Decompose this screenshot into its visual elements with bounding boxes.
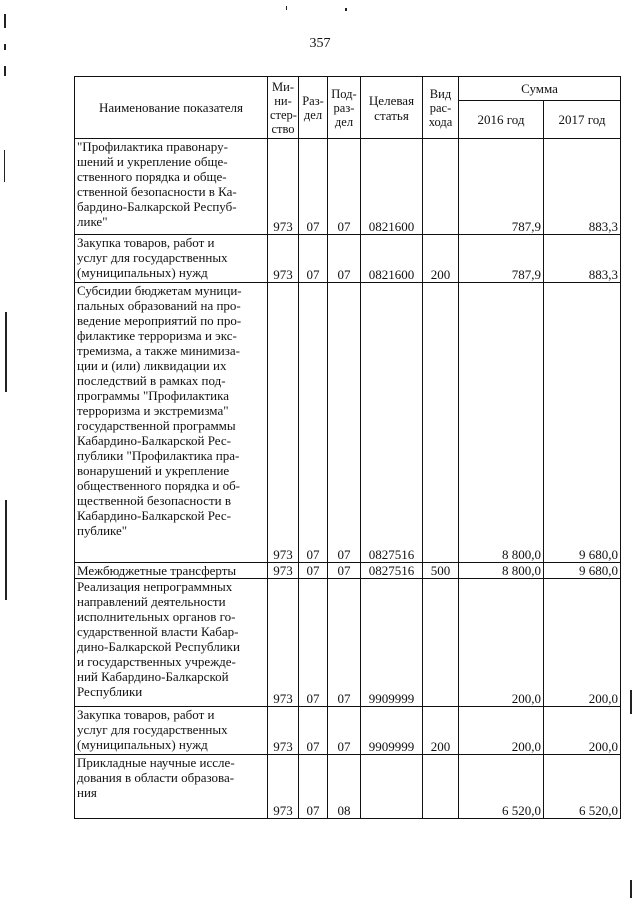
- row-section: 07: [299, 755, 328, 819]
- row-target: [361, 755, 423, 819]
- row-ministry: 973: [268, 235, 299, 283]
- row-sum-2017: 883,3: [544, 139, 621, 235]
- row-target: 0821600: [361, 139, 423, 235]
- table-row: [75, 579, 621, 707]
- header-target: Целевая статья: [361, 77, 423, 139]
- row-subsection: 07: [328, 283, 361, 563]
- budget-table: [74, 76, 621, 819]
- row-target: 0821600: [361, 235, 423, 283]
- row-sum-2016: 8 800,0: [459, 283, 544, 563]
- row-target: 9909999: [361, 707, 423, 755]
- row-ministry: 973: [268, 579, 299, 707]
- row-sum-2017: 9 680,0: [544, 283, 621, 563]
- row-sum-2017: 200,0: [544, 707, 621, 755]
- table-row: [75, 235, 621, 283]
- scan-mark: [286, 6, 287, 10]
- row-name: Закупка товаров, работ и услуг для государственных (муниципальных) нужд: [75, 235, 268, 283]
- row-section: 07: [299, 283, 328, 563]
- scan-mark: [345, 8, 347, 11]
- header-name: Наименование показателя: [75, 77, 268, 139]
- row-subsection: 07: [328, 707, 361, 755]
- row-expense-type: [423, 283, 459, 563]
- row-sum-2016: 787,9: [459, 139, 544, 235]
- row-sum-2016: 6 520,0: [459, 755, 544, 819]
- row-name: "Профилактика правонару- шений и укрепление обще- ственного порядка и обще- ственной безопасности в Ка- бардино-Балкарской Респуб- лике": [75, 139, 268, 235]
- header-section: Раз- дел: [299, 77, 328, 139]
- row-section: 07: [299, 579, 328, 707]
- row-sum-2016: 8 800,0: [459, 563, 544, 579]
- scan-mark: [5, 312, 7, 392]
- row-target: 0827516: [361, 563, 423, 579]
- row-target: 9909999: [361, 579, 423, 707]
- row-subsection: 07: [328, 563, 361, 579]
- row-sum-2017: 883,3: [544, 235, 621, 283]
- scan-mark: [630, 880, 632, 898]
- row-expense-type: 500: [423, 563, 459, 579]
- header-ministry: Ми- ни- стер- ство: [268, 77, 299, 139]
- header-year-2017: 2017 год: [544, 101, 621, 139]
- table-row: [75, 563, 621, 579]
- table-row: [75, 755, 621, 819]
- header-expense-type: Вид рас- хода: [423, 77, 459, 139]
- row-name: Прикладные научные иссле- дования в области образова- ния: [75, 755, 268, 819]
- row-name: Субсидии бюджетам муници- пальных образований на про- ведение мероприятий по про- филактике терроризма и экс- тремизма, а также минимиза- ции и (или) ликвидации их последствий в рамках под- программы "Профилактика терроризма и экстремизма" государственной программы Кабардино-Балкарской Рес- публики "Профилактика пра- вонарушений и укрепление общественного порядка и об- щественной безопасности в Кабардино-Балкарской Рес- публике": [75, 283, 268, 563]
- row-sum-2017: 9 680,0: [544, 563, 621, 579]
- row-ministry: 973: [268, 283, 299, 563]
- header-year-2016: 2016 год: [459, 101, 544, 139]
- scan-mark: [630, 690, 632, 714]
- scan-mark: [4, 150, 5, 182]
- row-expense-type: 200: [423, 235, 459, 283]
- row-sum-2016: 200,0: [459, 579, 544, 707]
- table-row: [75, 283, 621, 563]
- row-subsection: 07: [328, 235, 361, 283]
- row-ministry: 973: [268, 755, 299, 819]
- row-section: 07: [299, 235, 328, 283]
- row-expense-type: [423, 755, 459, 819]
- row-expense-type: 200: [423, 707, 459, 755]
- row-ministry: 973: [268, 139, 299, 235]
- row-ministry: 973: [268, 707, 299, 755]
- row-target: 0827516: [361, 283, 423, 563]
- row-expense-type: [423, 579, 459, 707]
- row-sum-2017: 200,0: [544, 579, 621, 707]
- page-number: 357: [309, 36, 331, 51]
- scan-mark: [4, 14, 6, 28]
- header-subsection: Под- раз- дел: [328, 77, 361, 139]
- row-section: 07: [299, 563, 328, 579]
- row-name: Реализация непрограммных направлений деятельности исполнительных органов го- сударственной власти Кабар- дино-Балкарской Республики и государственных учрежде- ний Кабардино-Балкарской Республики: [75, 579, 268, 707]
- row-section: 07: [299, 707, 328, 755]
- row-ministry: 973: [268, 563, 299, 579]
- table-row: [75, 139, 621, 235]
- scan-mark: [5, 500, 7, 600]
- row-subsection: 08: [328, 755, 361, 819]
- row-sum-2016: 787,9: [459, 235, 544, 283]
- scan-mark: [4, 66, 6, 76]
- row-name: Закупка товаров, работ и услуг для государственных (муниципальных) нужд: [75, 707, 268, 755]
- row-expense-type: [423, 139, 459, 235]
- table-row: [75, 707, 621, 755]
- row-name: Межбюджетные трансферты: [75, 563, 268, 579]
- row-sum-2016: 200,0: [459, 707, 544, 755]
- row-section: 07: [299, 139, 328, 235]
- row-sum-2017: 6 520,0: [544, 755, 621, 819]
- header-sum: Сумма: [459, 77, 621, 101]
- row-subsection: 07: [328, 579, 361, 707]
- row-subsection: 07: [328, 139, 361, 235]
